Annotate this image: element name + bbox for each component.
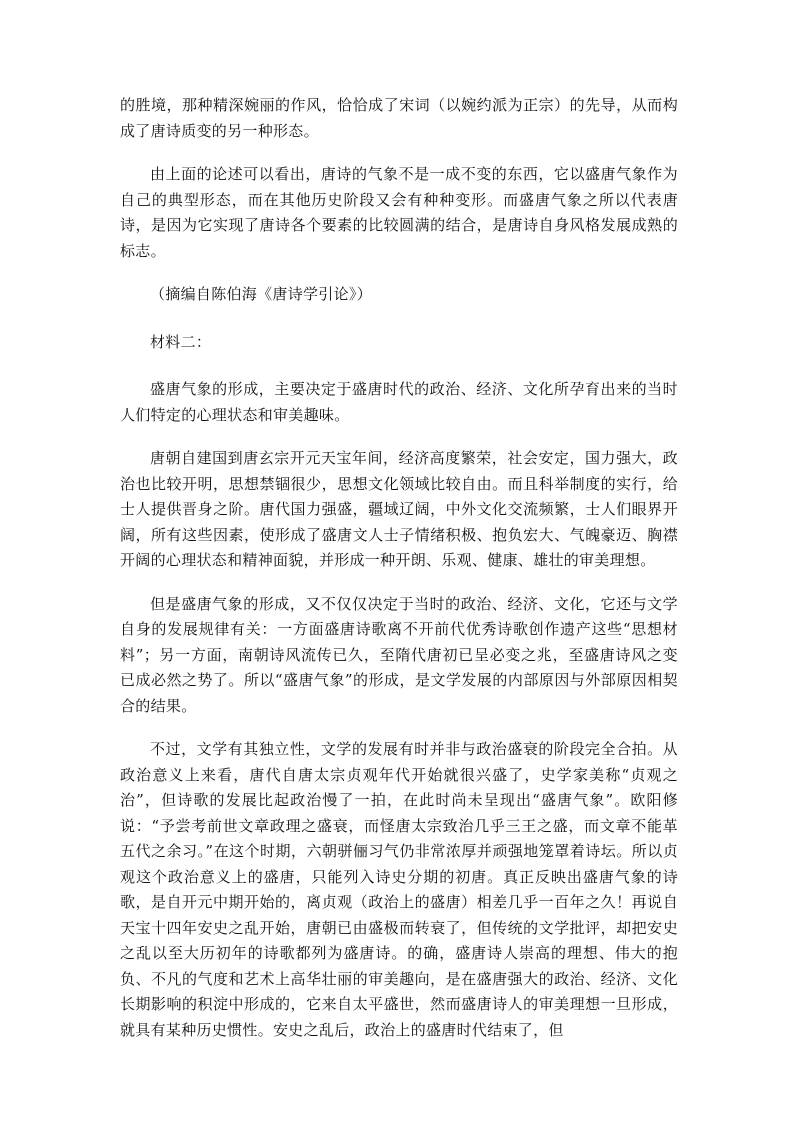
paragraph-tang-prosperity: 唐朝自建国到唐玄宗开元天宝年间，经济高度繁荣，社会安定，国力强大，政治也比较开明，思想禁锢很少，思想文化领域比较自由。而且科举制度的实行，给士人提供晋身之阶。唐代国力强盛，疆域辽阔，中外文化交流频繁，士人们眼界开阔，所有这些因素，使形成了盛唐文人士子情绪积极、抱负宏大、气魄豪迈、胸襟开阔的心理状态和精神面貌，并形成一种开朗、乐观、健康、雄壮的审美理想。 [120,449,678,569]
paragraph-conclusion: 由上面的论述可以看出，唐诗的气象不是一成不变的东西，它以盛唐气象作为自己的典型形态，而在其他历史阶段又会有种种变形。而盛唐气象之所以代表唐诗，是因为它实现了唐诗各个要素的比较圆满的结合，是唐诗自身风格发展成熟的标志。 [120,165,678,260]
paragraph-literary-law: 但是盛唐气象的形成，又不仅仅决定于当时的政治、经济、文化，它还与文学自身的发展规律有关：一方面盛唐诗歌离不开前代优秀诗歌创作遗产这些“思想材料”；另一方面，南朝诗风流传已久，至隋代唐初已呈必变之兆，至盛唐诗风之变已成必然之势了。所以“盛唐气象”的形成，是文学发展的内部原因与外部原因相契合的结果。 [120,594,678,715]
source-citation: （摘编自陈伯海《唐诗学引论》） [150,285,373,303]
section-heading-material-two: 材料二： [150,332,212,351]
paragraph-continuation: 的胜境，那种精深婉丽的作风，恰恰成了宋词（以婉约派为正宗）的先导，从而构成了唐诗质变的另一种形态。 [120,96,678,140]
document-body [120,93,678,1061]
paragraph-formation: 盛唐气象的形成，主要决定于盛唐时代的政治、经济、文化所孕育出来的当时人们特定的心理状态和审美趣味。 [120,380,678,424]
paragraph-independence: 不过，文学有其独立性，文学的发展有时并非与政治盛衰的阶段完全合拍。从政治意义上来看，唐代自唐太宗贞观年代开始就很兴盛了，史学家美称“贞观之治”，但诗歌的发展比起政治慢了一拍，在此时尚未呈现出“盛唐气象”。欧阳修说：“予尝考前世文章政理之盛衰，而怪唐太宗致治几乎三王之盛，而文章不能革五代之余习。”在这个时期，六朝骈俪习气仍非常浓厚并顽强地笼罩着诗坛。所以贞观这个政治意义上的盛唐，只能列入诗史分期的初唐。真正反映出盛唐气象的诗歌，是自开元中期开始的，离贞观（政治上的盛唐）相差几乎一百年之久！再说自天宝十四年安史之乱开始，唐朝已由盛极而转衰了，但传统的文学批评，却把安史之乱以至大历初年的诗歌都列为盛唐诗。的确，盛唐诗人崇高的理想、伟大的抱负、不凡的气度和艺术上高华壮丽的审美趣向，是在盛唐强大的政治、经济、文化长期影响的积淀中形成的，它来自太平盛世，然而盛唐诗人的审美理想一旦形成，就具有某种历史惯性。安史之乱后，政治上的盛唐时代结束了，但 [120,740,678,1039]
